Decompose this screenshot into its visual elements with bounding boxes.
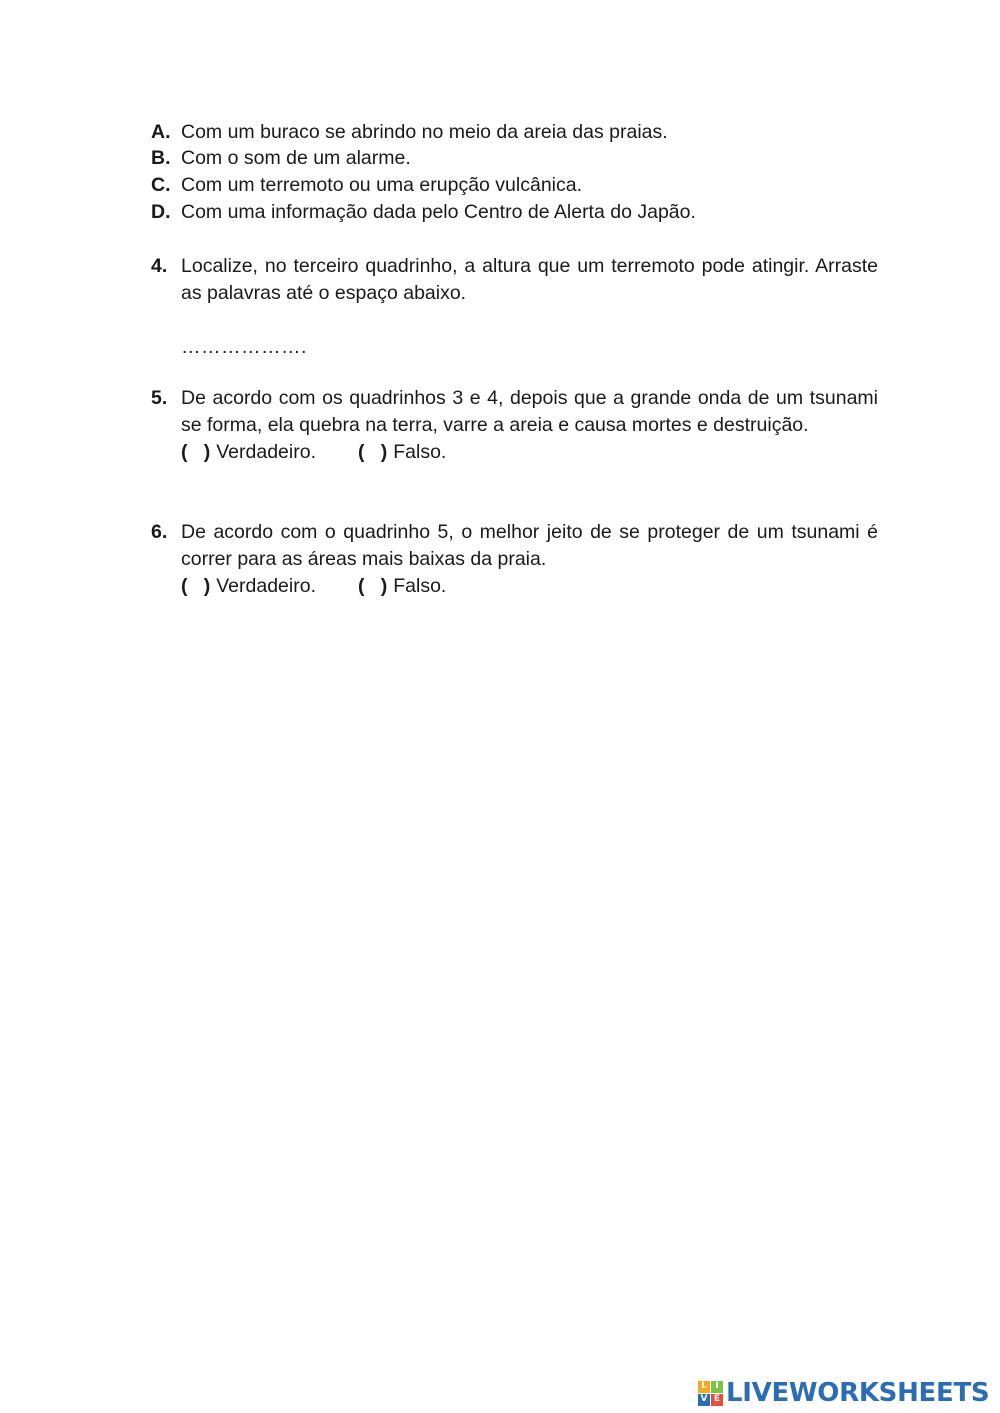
checkbox-paren[interactable]: ( ): [181, 441, 211, 463]
question-number: 5.: [151, 387, 168, 409]
option-text: Com um terremoto ou uma erupção vulcânica.: [181, 174, 583, 196]
true-false-options: [181, 439, 878, 466]
logo-badge-letter: V: [698, 1394, 710, 1406]
false-label: Falso.: [393, 575, 447, 597]
false-label: Falso.: [393, 441, 447, 463]
option-text: Com o som de um alarme.: [181, 147, 411, 169]
option-label: B.: [151, 147, 171, 169]
question-text: Localize, no terceiro quadrinho, a altura que um terremoto pode atingir. Arraste as palavras até o espaço abaixo.: [181, 255, 878, 304]
question-body: [181, 385, 878, 466]
false-option[interactable]: [358, 439, 446, 466]
question-body: [181, 519, 878, 600]
true-label: Verdadeiro.: [216, 575, 316, 597]
question-text: De acordo com o quadrinho 5, o melhor jeito de se proteger de um tsunami é correr para as áreas mais baixas da praia.: [181, 521, 878, 570]
logo-text: LIVEWORKSHEETS: [726, 1378, 990, 1408]
question-text: De acordo com os quadrinhos 3 e 4, depois que a grande onda de um tsunami se forma, ela quebra na terra, varre a areia e causa mortes e destruição.: [181, 387, 878, 436]
liveworksheets-logo: [698, 1378, 989, 1408]
checkbox-paren[interactable]: ( ): [358, 441, 388, 463]
option-label: A.: [151, 121, 171, 143]
true-option[interactable]: [181, 439, 316, 466]
question-number: 4.: [151, 255, 168, 277]
option-text: Com um buraco se abrindo no meio da areia das praias.: [181, 121, 668, 143]
logo-badge-letter: L: [698, 1381, 710, 1393]
logo-badge-letter: I: [711, 1381, 723, 1393]
option-label: D.: [151, 201, 171, 223]
checkbox-paren[interactable]: ( ): [358, 575, 388, 597]
true-false-options: [181, 573, 878, 600]
question-number: 6.: [151, 521, 168, 543]
checkbox-paren[interactable]: ( ): [181, 575, 211, 597]
option-text: Com uma informação dada pelo Centro de Alerta do Japão.: [181, 201, 696, 223]
false-option[interactable]: [358, 573, 446, 600]
answer-drop-zone[interactable]: ……………….: [181, 336, 307, 358]
logo-badge-letter: E: [711, 1394, 723, 1406]
option-label: C.: [151, 174, 171, 196]
logo-badge-icon: [698, 1381, 723, 1406]
true-option[interactable]: [181, 573, 316, 600]
true-label: Verdadeiro.: [216, 441, 316, 463]
